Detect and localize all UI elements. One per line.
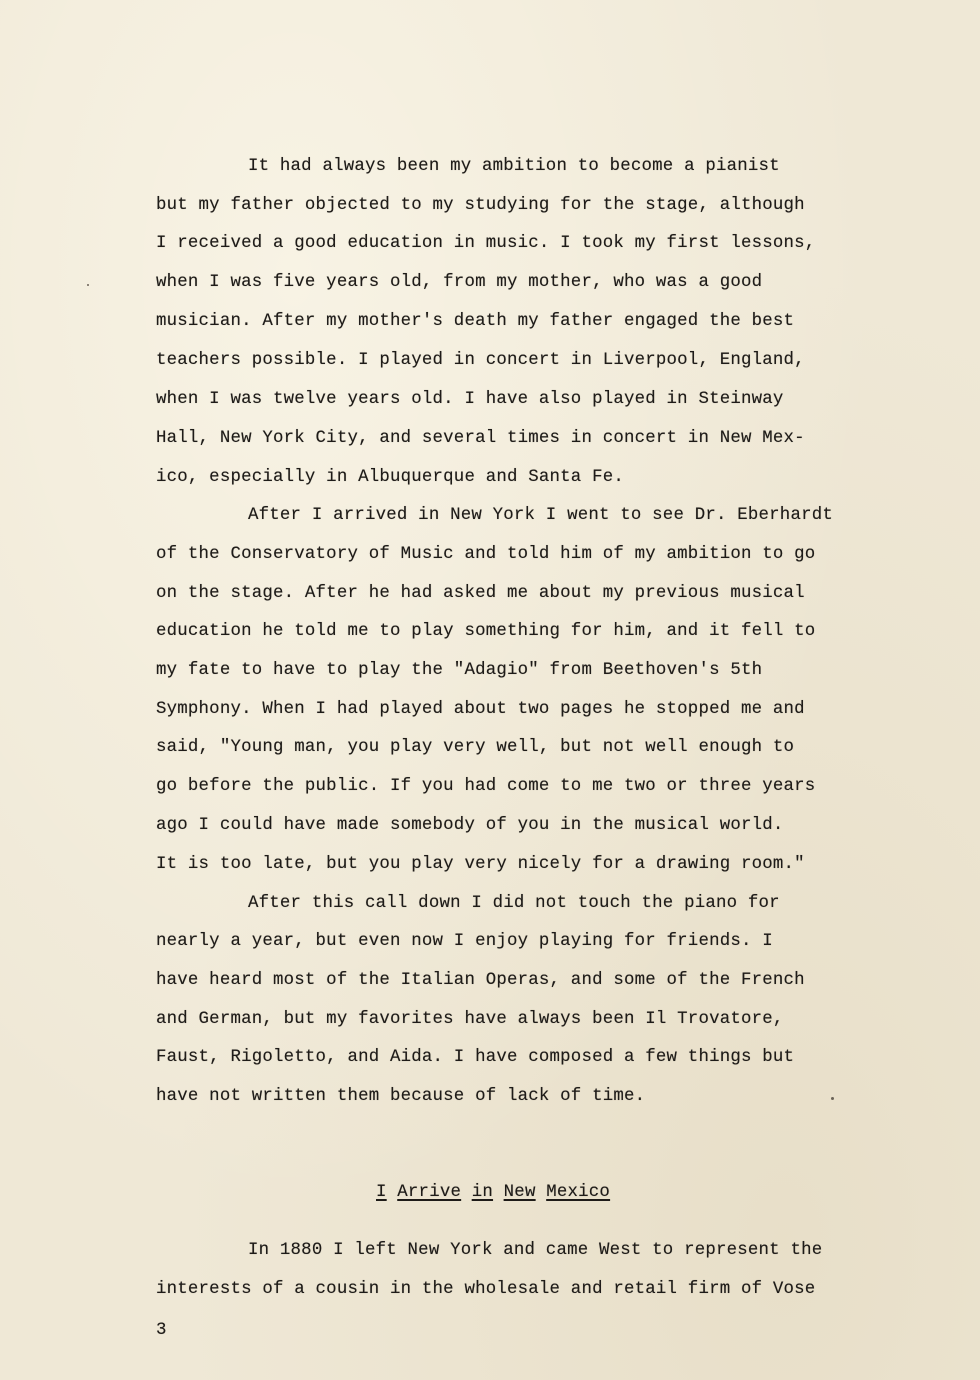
paragraph-line: ico, especially in Albuquerque and Santa Fe. bbox=[156, 468, 624, 487]
paragraph-line: I received a good education in music. I took my first lessons, bbox=[156, 234, 816, 253]
heading-word: in bbox=[471, 1183, 494, 1202]
paragraph-line: have heard most of the Italian Operas, and some of the French bbox=[156, 971, 805, 990]
paragraph-line: Symphony. When I had played about two pages he stopped me and bbox=[156, 700, 805, 719]
paragraph-line: on the stage. After he had asked me about my previous musical bbox=[156, 584, 805, 603]
paragraph-line: when I was twelve years old. I have also played in Steinway bbox=[156, 390, 784, 409]
paragraph-line: when I was five years old, from my mother, who was a good bbox=[156, 273, 763, 292]
paragraph-line: After this call down I did not touch the piano for bbox=[248, 894, 780, 913]
paragraph-line: Hall, New York City, and several times in concert in New Mex- bbox=[156, 429, 805, 448]
paragraph-line: go before the public. If you had come to me two or three years bbox=[156, 777, 816, 796]
heading-word: Mexico bbox=[546, 1183, 611, 1202]
paragraph-line: It is too late, but you play very nicely for a drawing room." bbox=[156, 855, 805, 874]
section-heading bbox=[376, 1183, 610, 1203]
paragraph-line: of the Conservatory of Music and told him of my ambition to go bbox=[156, 545, 816, 564]
paragraph-line: teachers possible. I played in concert in Liverpool, England, bbox=[156, 351, 805, 370]
paragraph-line: In 1880 I left New York and came West to represent the bbox=[248, 1241, 823, 1260]
paper-speck bbox=[831, 1097, 834, 1100]
heading-word: New bbox=[503, 1183, 536, 1202]
page-number: 3 bbox=[156, 1321, 167, 1340]
paragraph-line: and German, but my favorites have always been Il Trovatore, bbox=[156, 1010, 784, 1029]
paragraph-line: Faust, Rigoletto, and Aida. I have composed a few things but bbox=[156, 1048, 795, 1067]
heading-word: Arrive bbox=[397, 1183, 462, 1202]
paragraph-line: my fate to have to play the "Adagio" from Beethoven's 5th bbox=[156, 661, 763, 680]
paragraph-line: but my father objected to my studying for the stage, although bbox=[156, 196, 805, 215]
paragraph-line: have not written them because of lack of time. bbox=[156, 1087, 646, 1106]
paragraph-line: After I arrived in New York I went to see Dr. Eberhardt bbox=[248, 506, 833, 525]
paragraph-line: It had always been my ambition to become a pianist bbox=[248, 157, 780, 176]
paragraph-line: musician. After my mother's death my father engaged the best bbox=[156, 312, 795, 331]
heading-word: I bbox=[376, 1183, 387, 1202]
paragraph-line: said, "Young man, you play very well, but not well enough to bbox=[156, 738, 795, 757]
paragraph-line: interests of a cousin in the wholesale and retail firm of Vose bbox=[156, 1280, 816, 1299]
paper-speck bbox=[87, 284, 89, 286]
paragraph-line: ago I could have made somebody of you in the musical world. bbox=[156, 816, 784, 835]
paragraph-line: nearly a year, but even now I enjoy playing for friends. I bbox=[156, 932, 773, 951]
paragraph-line: education he told me to play something for him, and it fell to bbox=[156, 622, 816, 641]
